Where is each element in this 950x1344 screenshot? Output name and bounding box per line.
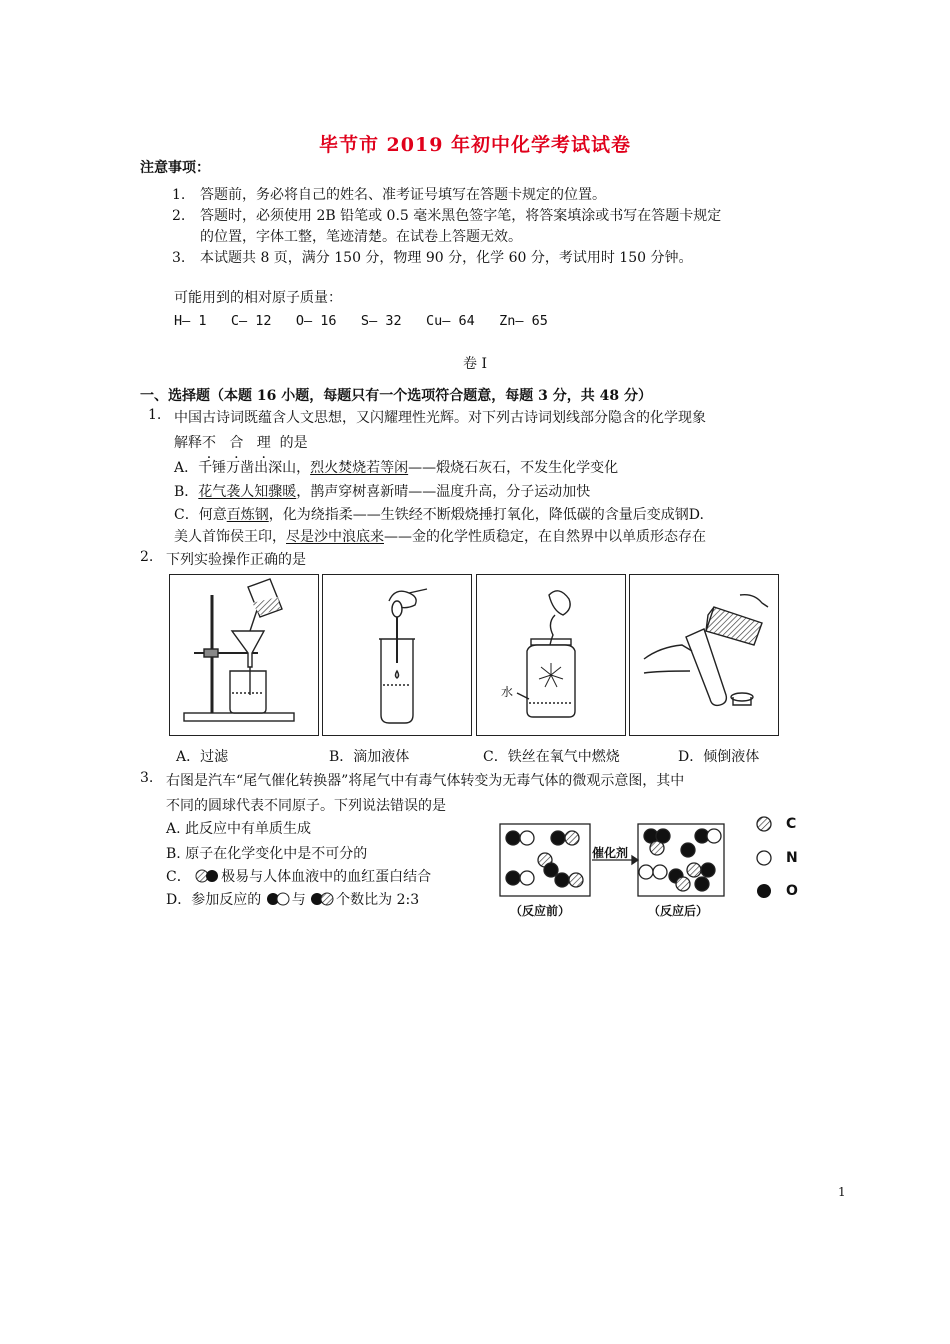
q2-option-c: C．铁丝在氧气中燃烧 xyxy=(483,749,620,765)
iron-burning-drawing xyxy=(477,575,625,735)
before-label: （反应前） xyxy=(510,904,571,918)
notice-item-3: 3. 本试题共 8 页，满分 150 分，物理 90 分，化学 60 分，考试用时 150 分钟。 xyxy=(172,250,693,266)
atomic-mass-label: 可能用到的相对原子质量： xyxy=(174,290,342,306)
reaction-diagram xyxy=(498,818,748,920)
no-molecule-icon xyxy=(266,892,292,906)
notice-item-1: 1. 答题前，务必将自己的姓名、准考证号填写在答题卡规定的位置。 xyxy=(172,187,606,203)
legend-label-o: O xyxy=(786,883,798,899)
page-number: 1 xyxy=(838,1185,846,1199)
dropping-drawing xyxy=(323,575,471,735)
volume-label: 卷 I xyxy=(463,356,487,372)
q1-option-b: B．花气袭人知骤暖，鹊声穿树喜新晴——温度升高，分子运动加快 xyxy=(174,484,591,500)
legend-label-n: N xyxy=(786,850,798,866)
q2-option-a: A．过滤 xyxy=(176,749,229,765)
notice-item-2-cont: 的位置，字体工整，笔迹清楚。在试卷上答题无效。 xyxy=(200,229,522,245)
q1-number: 1. xyxy=(148,407,162,423)
q3-option-b: B. 原子在化学变化中是不可分的 xyxy=(166,846,368,862)
co-molecule-icon-2 xyxy=(310,892,336,906)
q3-stem-line2: 不同的圆球代表不同原子。下列说法错误的是 xyxy=(166,798,446,814)
filtration-drawing xyxy=(170,575,318,735)
figure-iron-burning xyxy=(476,574,626,736)
pouring-drawing xyxy=(630,575,778,735)
q2-option-b: B．滴加液体 xyxy=(329,749,410,765)
q3-option-d: D．参加反应的 与 个数比为 2:3 xyxy=(166,892,420,908)
page-title: 毕节市 2019 年初中化学考试试卷 xyxy=(318,134,632,156)
q1-stem-line2: 解释不 合 理 的是 xyxy=(174,435,308,451)
figure-dropping xyxy=(322,574,472,736)
q3-stem: 右图是汽车“尾气催化转换器”将尾气中有毒气体转变为无毒气体的微观示意图，其中 xyxy=(166,773,685,789)
legend-icons xyxy=(754,814,776,904)
q2-option-d: D．倾倒液体 xyxy=(678,749,760,765)
q2-number: 2. xyxy=(140,549,154,565)
section-heading: 一、选择题（本题 16 小题，每题只有一个选项符合题意，每题 3 分，共 48 分） xyxy=(140,388,652,404)
catalyst-label: 催化剂 xyxy=(592,846,629,860)
q1-option-c: C．何意百炼钢，化为绕指柔——生铁经不断煅烧捶打氧化，降低碳的含量后变成钢D. xyxy=(174,507,704,523)
figure-pouring xyxy=(629,574,779,736)
q3-option-c: C． 极易与人体血液中的血红蛋白结合 xyxy=(166,869,432,885)
q2-stem: 下列实验操作正确的是 xyxy=(166,552,306,568)
q1-stem: 中国古诗词既蕴含人文思想，又闪耀理性光辉。对下列古诗词划线部分隐含的化学现象 xyxy=(174,410,706,426)
notice-heading: 注意事项： xyxy=(140,160,210,176)
legend-label-c: C xyxy=(786,816,797,832)
q3-number: 3. xyxy=(140,770,154,786)
q3-option-a: A. 此反应中有单质生成 xyxy=(166,821,312,837)
atomic-mass-list: H— 1 C— 12 O— 16 S— 32 Cu— 64 Zn— 65 xyxy=(174,313,548,329)
q1-option-d: 美人首饰侯王印，尽是沙中浪底来——金的化学性质稳定，在自然界中以单质形态存在 xyxy=(174,529,706,545)
notice-item-2: 2. 答题时，必须使用 2B 铅笔或 0.5 毫米黑色签字笔，将答案填涂或书写在答题卡规定 xyxy=(172,208,722,224)
after-label: （反应后） xyxy=(648,904,709,918)
co-molecule-icon xyxy=(195,869,221,883)
q1-option-a: A．千锤万凿出深山，烈火焚烧若等闲——煅烧石灰石，不发生化学变化 xyxy=(174,460,619,476)
figure-filtration xyxy=(169,574,319,736)
atom-legend xyxy=(754,814,814,904)
water-label: 水 xyxy=(501,685,514,699)
